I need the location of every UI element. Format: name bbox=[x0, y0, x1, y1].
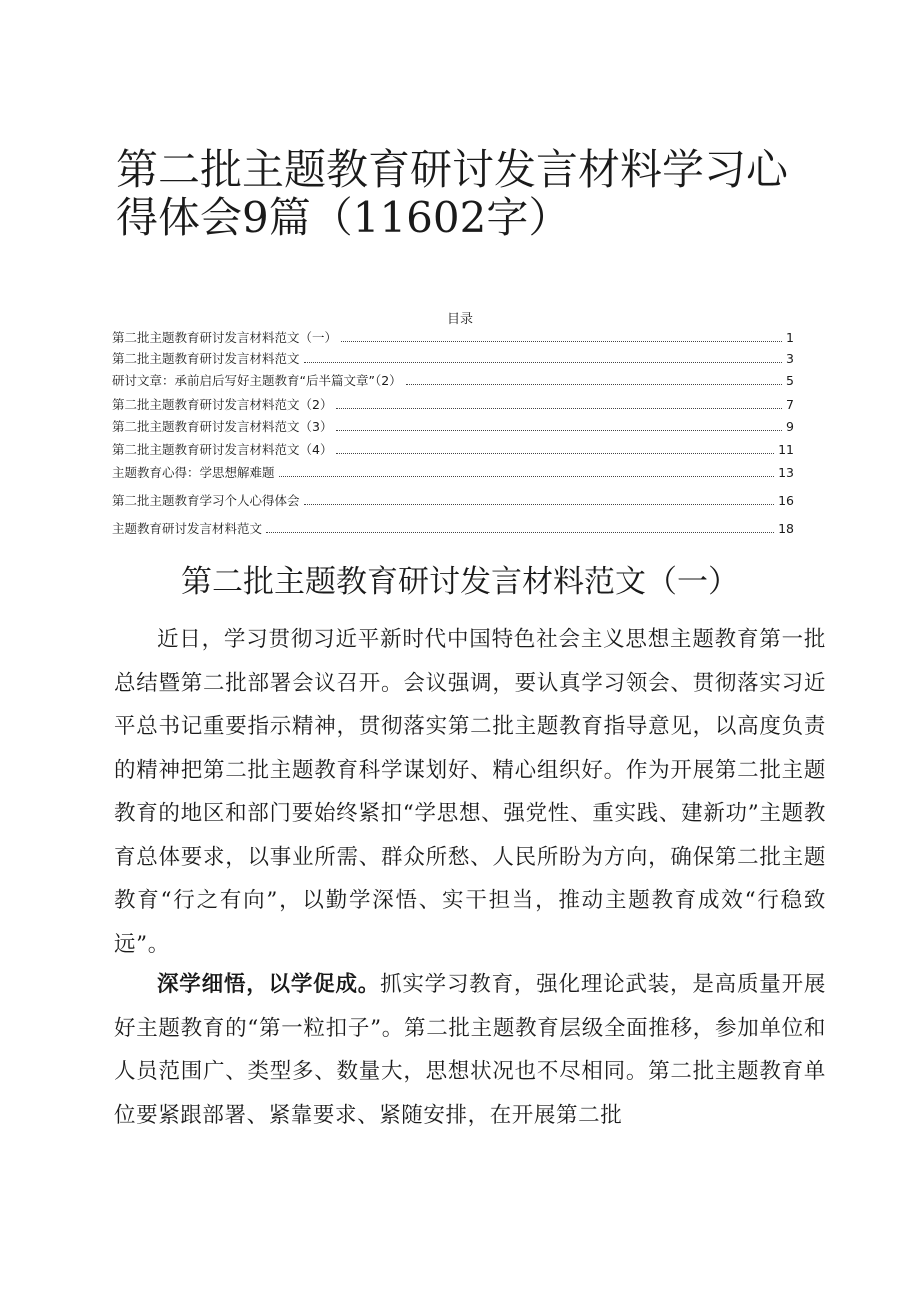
toc-entry[interactable] bbox=[112, 521, 794, 537]
toc-entry-page: 13 bbox=[778, 465, 794, 480]
toc-entry[interactable] bbox=[112, 465, 794, 481]
toc-entry-page: 16 bbox=[778, 493, 794, 508]
body-paragraph bbox=[114, 963, 826, 1137]
body-paragraph bbox=[114, 618, 826, 966]
toc-dot-leader bbox=[336, 430, 782, 431]
toc-entry-title: 第二批主题教育研讨发言材料范文（2） bbox=[112, 397, 333, 412]
section-heading: 第二批主题教育研讨发言材料范文（一） bbox=[181, 564, 739, 600]
toc-entry-title: 主题教育研讨发言材料范文 bbox=[112, 521, 263, 536]
toc-dot-leader bbox=[406, 384, 782, 385]
toc-entry[interactable] bbox=[112, 373, 794, 389]
toc-entry-page: 7 bbox=[786, 397, 794, 412]
document-title: 第二批主题教育研讨发言材料学习心得体会9篇（11602字） bbox=[116, 145, 789, 242]
toc-dot-leader bbox=[341, 341, 782, 342]
paragraph-lead: 深学细悟，以学促成。 bbox=[157, 972, 381, 997]
toc-entry-page: 18 bbox=[778, 521, 794, 536]
toc-entry-page: 1 bbox=[786, 330, 794, 345]
toc-dot-leader bbox=[304, 362, 783, 363]
toc-entry-page: 5 bbox=[786, 373, 794, 388]
toc-dot-leader bbox=[304, 504, 775, 505]
toc-entry-title: 第二批主题教育学习个人心得体会 bbox=[112, 493, 300, 508]
toc-entry-title: 第二批主题教育研讨发言材料范文（3） bbox=[112, 419, 333, 434]
toc-entry[interactable] bbox=[112, 330, 794, 346]
toc-entry-title: 研讨文章：承前启后写好主题教育“后半篇文章”（2） bbox=[112, 373, 402, 388]
toc-entry-title: 第二批主题教育研讨发言材料范文（4） bbox=[112, 442, 333, 457]
toc-dot-leader bbox=[336, 453, 774, 454]
toc-entry-title: 主题教育心得：学思想解难题 bbox=[112, 465, 275, 480]
toc-entry[interactable] bbox=[112, 493, 794, 509]
toc-dot-leader bbox=[279, 476, 775, 477]
toc-entry[interactable] bbox=[112, 442, 794, 458]
toc-dot-leader bbox=[266, 532, 774, 533]
toc-entry-page: 9 bbox=[786, 419, 794, 434]
toc-entry-title: 第二批主题教育研讨发言材料范文 bbox=[112, 351, 300, 366]
toc-entry-title: 第二批主题教育研讨发言材料范文（一） bbox=[112, 330, 338, 345]
toc-entry[interactable] bbox=[112, 419, 794, 435]
toc-entry[interactable] bbox=[112, 351, 794, 367]
toc-heading: 目录 bbox=[446, 312, 473, 327]
toc-entry-page: 11 bbox=[778, 442, 794, 457]
paragraph-text: 抓实学习教育，强化理论武装，是高质量开展好主题教育的“第一粒扣子”。第二批主题教育层级全面推移，参加单位和人员范围广、类型多、数量大，思想状况也不尽相同。第二批主题教育单位要紧跟部署、紧靠要求、紧随安排，在开展第二批 bbox=[114, 972, 826, 1128]
toc-entry[interactable] bbox=[112, 397, 794, 413]
toc-entry-page: 3 bbox=[786, 351, 794, 366]
toc-dot-leader bbox=[336, 408, 782, 409]
paragraph-text: 近日，学习贯彻习近平新时代中国特色社会主义思想主题教育第一批总结暨第二批部署会议召开。会议强调，要认真学习领会、贯彻落实习近平总书记重要指示精神，贯彻落实第二批主题教育指导意见，以高度负责的精神把第二批主题教育科学谋划好、精心组织好。作为开展第二批主题教育的地区和部门要始终紧扣“学思想、强党性、重实践、建新功”主题教育总体要求，以事业所需、群众所愁、人民所盼为方向，确保第二批主题教育“行之有向”，以勤学深悟、实干担当，推动主题教育成效“行稳致远”。 bbox=[114, 627, 826, 957]
